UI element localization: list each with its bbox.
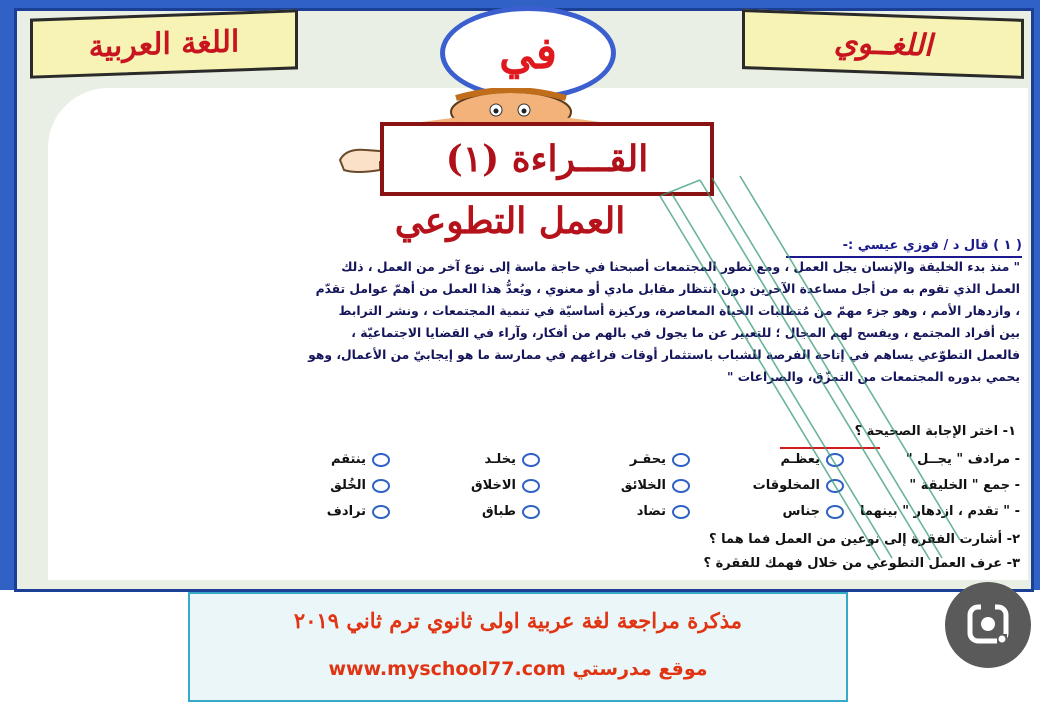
passage-text — [60, 256, 1020, 388]
footer-title: مذكرة مراجعة لغة عربية اولى ثانوي ترم ثاني ٢٠١٩ — [293, 608, 743, 633]
answer-option[interactable]: ينتقم — [250, 452, 390, 467]
radio-icon[interactable] — [522, 453, 540, 467]
answer-option[interactable]: المخلوقات — [704, 478, 844, 493]
answer-option[interactable]: يعظـم — [704, 452, 844, 467]
radio-icon[interactable] — [826, 505, 844, 519]
radio-icon[interactable] — [672, 505, 690, 519]
reading-section-label: (١) القـــراءة — [380, 122, 714, 196]
passage-line: العمل الذي تقوم به من أجل مساعدة الآخرين دون انتظار مقابل مادي أو معنوي ، ويُعدُّ هذا العمل من أهمّ عوامل تقدّم — [315, 282, 1020, 296]
radio-icon[interactable] — [522, 479, 540, 493]
radio-icon[interactable] — [826, 479, 844, 493]
question-item — [160, 452, 1020, 474]
radio-icon[interactable] — [372, 479, 390, 493]
passage-line: ، وازدهار الأمم ، وهو جزء مهمّ من مُتطلبات الحياة المعاصرة، وركيزة أساسيّة في تنمية المجتمعات ، ونشر الترابط — [338, 304, 1020, 318]
question-3: ٣- عرف العمل التطوعي من خلال فهمك للفقرة ؟ — [703, 556, 1020, 571]
answer-option[interactable]: تضاد — [550, 504, 690, 519]
question-2: ٢- أشارت الفقرة إلى نوعين من العمل فما هما ؟ — [709, 532, 1020, 547]
passage-line: فالعمل التطوّعي يساهم في إتاحة الفرصة للشباب باستثمار أوقات فراغهم في ممارسة ما هو إيجابيّ من الأعمال، وهو — [308, 348, 1020, 362]
center-oval: في — [440, 6, 616, 100]
answer-option[interactable]: الخلائق — [550, 478, 690, 493]
radio-icon[interactable] — [372, 453, 390, 467]
attribution-line: ( ١ ) قال د / فوزي عيسي :- — [786, 234, 1022, 258]
question-1: ١- اختر الإجابة الصحيحة ؟ — [854, 424, 1016, 439]
left-banner: اللغة العربية — [30, 9, 298, 78]
passage-line: " منذ بدء الخليقة والإنسان يجل العمل ، ومع تطور المجتمعات أصبحنا في حاجة ماسة إلى نوع آخر من العمل ، ذلك — [341, 260, 1020, 274]
answer-option[interactable]: يحقـر — [550, 452, 690, 467]
radio-icon[interactable] — [522, 505, 540, 519]
answer-option[interactable]: يخلـد — [400, 452, 540, 467]
question-item — [160, 478, 1020, 500]
passage-title: العمل التطوعي — [394, 200, 626, 242]
radio-icon[interactable] — [826, 453, 844, 467]
answer-option[interactable]: جناس — [704, 504, 844, 519]
google-lens-button[interactable] — [945, 582, 1031, 668]
answer-option[interactable]: طباق — [400, 504, 540, 519]
radio-icon[interactable] — [672, 479, 690, 493]
google-lens-icon — [945, 582, 1031, 668]
question-item-label: - مرادف " يجــل " — [905, 452, 1020, 467]
question-item-label: - " تقدم ، ازدهار " بينهما — [860, 504, 1020, 519]
right-banner: اللغــوي — [742, 9, 1024, 79]
radio-icon[interactable] — [672, 453, 690, 467]
footer-website: موقع مدرستي www.myschool77.com — [328, 658, 708, 680]
answer-option[interactable]: ترادف — [250, 504, 390, 519]
radio-icon[interactable] — [372, 505, 390, 519]
question-item — [160, 504, 1020, 526]
passage-line: بين أفراد المجتمع ، ويفسح لهم المجال ؛ للتعبير عن ما يجول في بالهم من أفكار، وآراء في القضايا الاجتماعيّة ، — [351, 326, 1020, 340]
question-item-label: - جمع " الخليقة " — [909, 478, 1020, 493]
footer-banner — [188, 592, 848, 702]
answer-option[interactable]: الخُلق — [250, 478, 390, 493]
question-1-underline — [780, 447, 880, 449]
passage-line: يحمي بدوره المجتمعات من التمزّق، والصراعات " — [727, 370, 1020, 384]
answer-option[interactable]: الاخلاق — [400, 478, 540, 493]
